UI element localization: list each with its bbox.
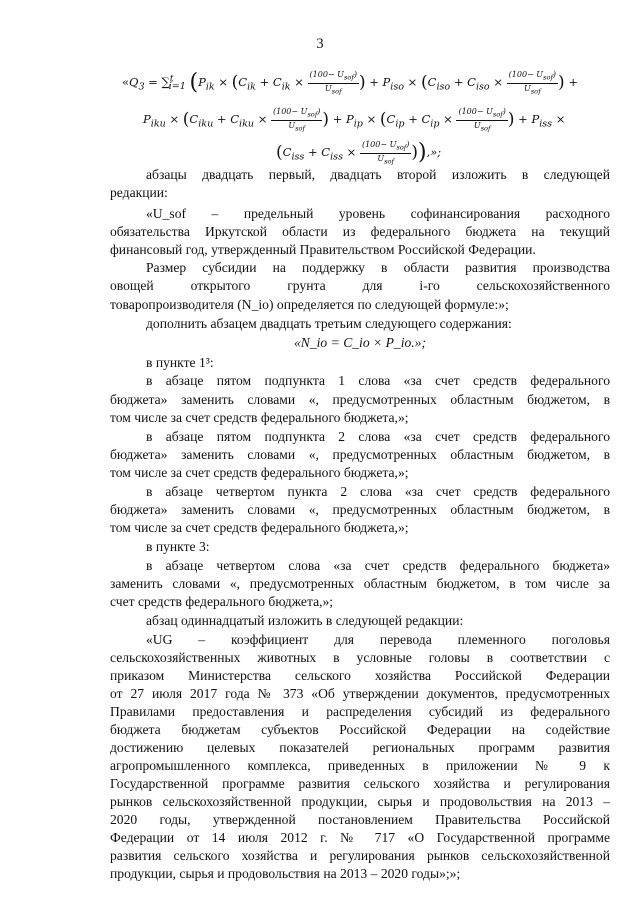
text-line: Федерации от 14 июля 2012 г. № 717 «О Государственной программе <box>110 830 610 845</box>
text-line: абзац одиннадцатый изложить в следующей редакции: <box>146 613 464 628</box>
text-line: счет средств федерального бюджета,»; <box>110 594 334 609</box>
text-line: в абзаце пятом подпункта 1 слова «за счет средств федерального <box>146 373 610 388</box>
formula-q3-line3: ($C_{iss} + C_{iss}$ × $\frac{(100- U_{sof})}{U_{sof}}$ )),»; <box>276 140 442 166</box>
text-line: приказом Министерства сельского хозяйства Российской Федерации <box>110 668 610 683</box>
text-line: бюджета бюджетам субъектов Российской Федерации на содействие <box>110 722 610 737</box>
formula-nio: «N_io = C_io × P_io.»; <box>293 335 426 350</box>
text-line: товаропроизводителя (N_io) определяется по следующей формуле:»; <box>110 297 509 312</box>
text-line: в абзаце четвертом пункта 2 слова «за счет средств федерального <box>146 484 610 499</box>
text-line: в пункте 3: <box>146 539 210 554</box>
text-line: финансовый год, утвержденный Правительством Российской Федерации. <box>110 242 536 257</box>
text-line: в абзаце четвертом слова «за счет средств федерального бюджета» <box>146 558 610 573</box>
text-line: редакции: <box>110 185 168 200</box>
text-line: том числе за счет средств федерального бюджета,»; <box>110 520 409 535</box>
text-line: от 27 июля 2017 года № 373 «Об утверждении документов, предусмотренных <box>110 686 610 701</box>
text-line: Размер субсидии на поддержку в области развития производства <box>146 260 610 275</box>
text-line: бюджета» заменить словами «, предусмотренных областным бюджетом, в <box>110 502 610 517</box>
text-line: «U_sof – предельный уровень софинансирования расходного <box>146 206 610 221</box>
text-line: бюджета» заменить словами «, предусмотренных областным бюджетом, в <box>110 447 610 462</box>
text-line: 2020 годы, утвержденной постановлением Правительства Российской <box>110 812 610 827</box>
text-line: абзацы двадцать первый, двадцать второй изложить в следующей <box>146 167 610 182</box>
text-line: продукции, сырья и продовольствия на 2013 – 2020 годы»;»; <box>110 866 461 881</box>
text-line: бюджета» заменить словами «, предусмотренных областным бюджетом, в <box>110 392 610 407</box>
text-line: в пункте 1³: <box>146 355 214 370</box>
formula-q3-line1: «$Q_3 = \sum^t_{i=1}$ ($P_{ik} \times (C_{ik} + C_{ik}$ × $\frac{(100- U_{sof})}{U_{sof}}$ ) + $P_{iso} \times (C_{iso} + C_{iso}$ × $\frac{(100- U_{sof})}{U_{sof}}$ ) + <box>122 70 578 96</box>
text-line: Государственной программе развития сельского хозяйства и регулирования <box>110 776 610 791</box>
page-number: 3 <box>316 36 324 52</box>
text-line: развития сельского хозяйства и регулирования рынков сельскохозяйственной <box>110 848 610 863</box>
text-line: в абзаце пятом подпункта 2 слова «за счет средств федерального <box>146 429 610 444</box>
text-line: сельскохозяйственных животных в условные головы в соответствии с <box>110 650 610 665</box>
text-line: достижению целевых показателей региональных программ развития <box>110 740 610 755</box>
text-line: рынков сельскохозяйственной продукции, сырья и продовольствия на 2013 – <box>110 794 610 809</box>
text-line: заменить словами «, предусмотренных областным бюджетом, в том числе за <box>110 576 610 591</box>
text-line: овощей открытого грунта для i-го сельскохозяйственного <box>110 278 610 293</box>
formula-q3-line2: $P_{iku} \times (C_{iku} + C_{iku}$ × $\frac{(100- U_{sof})}{U_{sof}}$ ) + $P_{ip} \times (C_{ip} + C_{ip}$ × $\frac{(100- U_{sof})}{U_{sof}}$ ) + $P_{iss}$ × <box>143 107 566 133</box>
text-line: Правилами предоставления и распределения субсидий из федерального <box>110 704 610 719</box>
text-line: том числе за счет средств федерального бюджета,»; <box>110 465 409 480</box>
text-line: «UG – коэффициент для перевода племенного поголовья <box>146 632 610 647</box>
text-line: дополнить абзацем двадцать третьим следующего содержания: <box>146 316 512 331</box>
text-line: обязательства Иркутской области из федерального бюджета на текущий <box>110 224 610 239</box>
text-line: том числе за счет средств федерального бюджета,»; <box>110 410 409 425</box>
text-line: агропромышленного комплекса, приведенных в приложении № 9 к <box>110 758 610 773</box>
